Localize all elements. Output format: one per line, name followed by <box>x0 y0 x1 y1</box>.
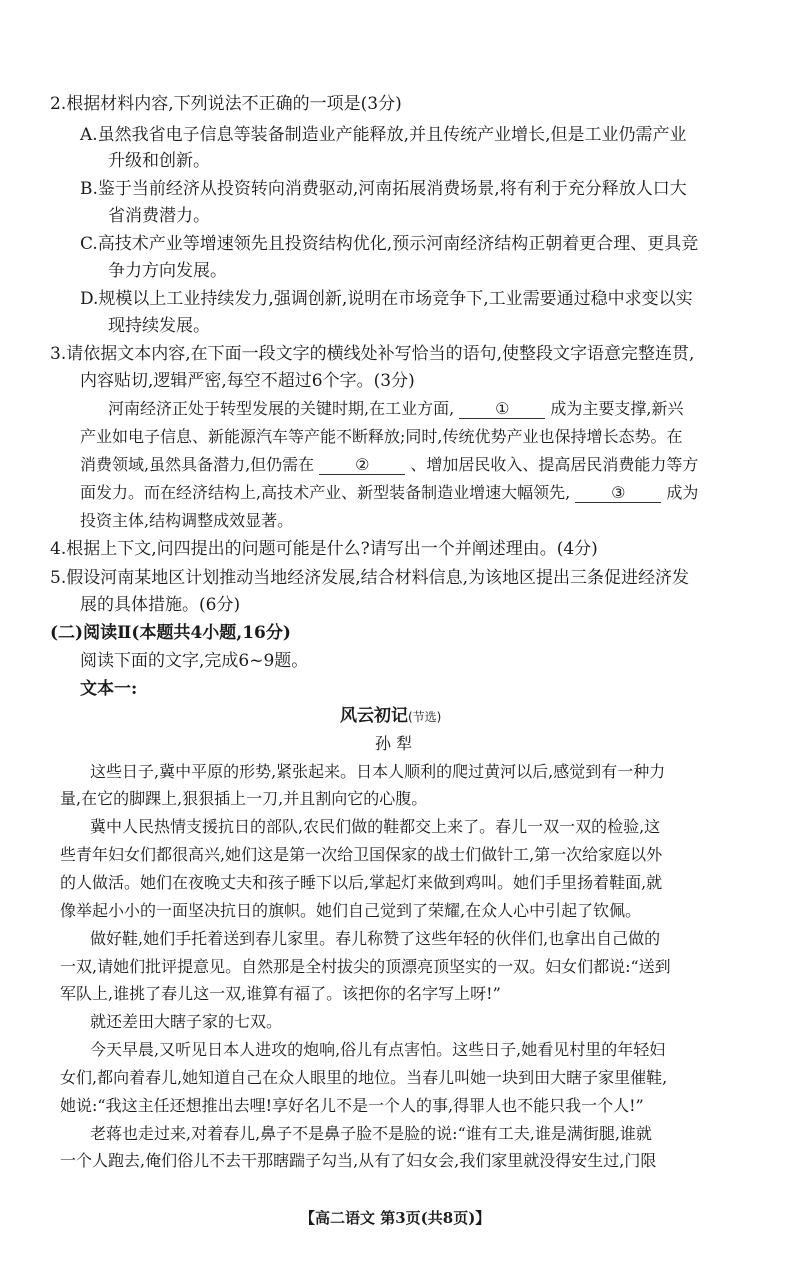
article-line: 女们,都向着春儿,她知道自己在众人眼里的地位。当春儿叫她一块到田大瞎子家里催鞋, <box>60 1068 668 1087</box>
q3-blank-3[interactable]: ③ <box>575 484 661 503</box>
q3-paragraph-line4 <box>80 482 698 504</box>
article-line: 像举起小小的一面坚决抗日的旗帜。她们自己觉到了荣耀,在众人心中引起了钦佩。 <box>60 901 642 920</box>
q5-stem-line1: 5.假设河南某地区计划推动当地经济发展,结合材料信息,为该地区提出三条促进经济发 <box>50 568 690 588</box>
article-line: 做好鞋,她们手托着送到春儿家里。春儿称赞了这些年轻的伙伴们,也拿出自己做的 <box>90 929 661 948</box>
q3-text-3b: 、增加居民收入、提高居民消费能力等方 <box>410 455 699 474</box>
text-label: 文本一: <box>80 679 138 699</box>
q5-stem-line2: 展的具体措施。(6分) <box>80 595 241 615</box>
q3-text-1b: 成为主要支撑,新兴 <box>550 399 684 418</box>
article-line: 她说:“我这主任还想推出去哩!享好名儿不是一个人的事,得罪人也不能只我一个人!” <box>60 1096 644 1115</box>
article-author: 孙 犁 <box>375 734 413 753</box>
article-title-text: 风云初记 <box>340 706 408 726</box>
page-footer: 【高二语文 第3页(共8页)】 <box>300 1209 491 1227</box>
q2-option-c-line2: 争力方向发展。 <box>108 261 227 281</box>
q2-option-c-line1: C.高技术产业等增速领先且投资结构优化,预示河南经济结构正朝着更合理、更具竞 <box>80 234 699 254</box>
q2-option-b-line1: B.鉴于当前经济从投资转向消费驱动,河南拓展消费场景,将有利于充分释放人口大 <box>80 179 687 199</box>
q2-option-d-line2: 现持续发展。 <box>108 316 210 336</box>
q3-text-4a: 面发力。而在经济结构上,高技术产业、新型装备制造业增速大幅领先, <box>80 483 571 502</box>
section-heading: (二)阅读Ⅱ(本题共4小题,16分) <box>50 623 291 643</box>
q2-option-a-line1: A.虽然我省电子信息等装备制造业产能释放,并且传统产业增长,但是工业仍需产业 <box>80 125 687 145</box>
q2-option-d-line1: D.规模以上工业持续发力,强调创新,说明在市场竞争下,工业需要通过稳中求变以实 <box>80 289 693 309</box>
article-title <box>340 705 441 728</box>
article-line: 军队上,谁挑了春儿这一双,谁算有福了。该把你的名字写上呀!” <box>60 984 501 1003</box>
q3-text-4b: 成为 <box>666 483 699 502</box>
q3-text-1a: 河南经济正处于转型发展的关键时期,在工业方面, <box>108 399 455 418</box>
article-line: 冀中人民热情支援抗日的部队,农民们做的鞋都交上来了。春儿一双一双的检验,这 <box>90 817 661 836</box>
article-line: 一双,请她们批评提意见。自然那是全村拔尖的顶漂亮顶坚实的一双。妇女们都说:“送到 <box>60 957 671 976</box>
q3-blank-2[interactable]: ② <box>319 456 405 475</box>
article-line: 老蒋也走过来,对着春儿,鼻子不是鼻子脸不是脸的说:“谁有工夫,谁是满街腿,谁就 <box>90 1124 652 1143</box>
q4-stem: 4.根据上下文,问四提出的问题可能是什么?请写出一个并阐述理由。(4分) <box>50 539 598 559</box>
q2-option-b-line2: 省消费潜力。 <box>108 206 210 226</box>
q2-stem: 2.根据材料内容,下列说法不正确的一项是(3分) <box>50 94 402 114</box>
article-line: 就还差田大瞎子家的七双。 <box>90 1012 283 1031</box>
article-line: 一个人跑去,俺们俗儿不去干那瞎踹子勾当,从有了妇女会,我们家里就没得安生过,门限 <box>60 1151 657 1170</box>
q3-text-3a: 消费领域,虽然具备潜力,但仍需在 <box>80 455 315 474</box>
article-line: 这些日子,冀中平原的形势,紧张起来。日本人顺利的爬过黄河以后,感觉到有一种力 <box>90 762 666 781</box>
article-line: 些青年妇女们都很高兴,她们这是第一次给卫国保家的战士们做针工,第一次给家庭以外 <box>60 845 663 864</box>
q3-paragraph-line1 <box>108 398 683 420</box>
q3-stem-line1: 3.请依据文本内容,在下面一段文字的横线处补写恰当的语句,使整段文字语意完整连贯, <box>50 344 695 364</box>
article-line: 的人做活。她们在夜晚丈夫和孩子睡下以后,掌起灯来做到鸡叫。她们手里扬着鞋面,就 <box>60 873 663 892</box>
article-line: 量,在它的脚踝上,狠狠插上一刀,并且割向它的心腹。 <box>60 789 428 808</box>
q2-option-a-line2: 升级和创新。 <box>108 151 210 171</box>
q3-blank-1[interactable]: ① <box>459 400 545 419</box>
article-line: 今天早晨,又听见日本人进攻的炮响,俗儿有点害怕。这些日子,她看见村里的年轻妇 <box>90 1040 666 1059</box>
section-instruction: 阅读下面的文字,完成6~9题。 <box>80 651 309 671</box>
article-title-note: (节选) <box>408 710 442 724</box>
q3-stem-line2: 内容贴切,逻辑严密,每空不超过6个字。(3分) <box>80 371 415 391</box>
q3-paragraph-line3 <box>80 454 698 476</box>
q3-paragraph-line2: 产业如电子信息、新能源汽车等产能不断释放;同时,传统优势产业也保持增长态势。在 <box>80 427 683 446</box>
q3-paragraph-line5: 投资主体,结构调整成效显著。 <box>80 511 294 530</box>
